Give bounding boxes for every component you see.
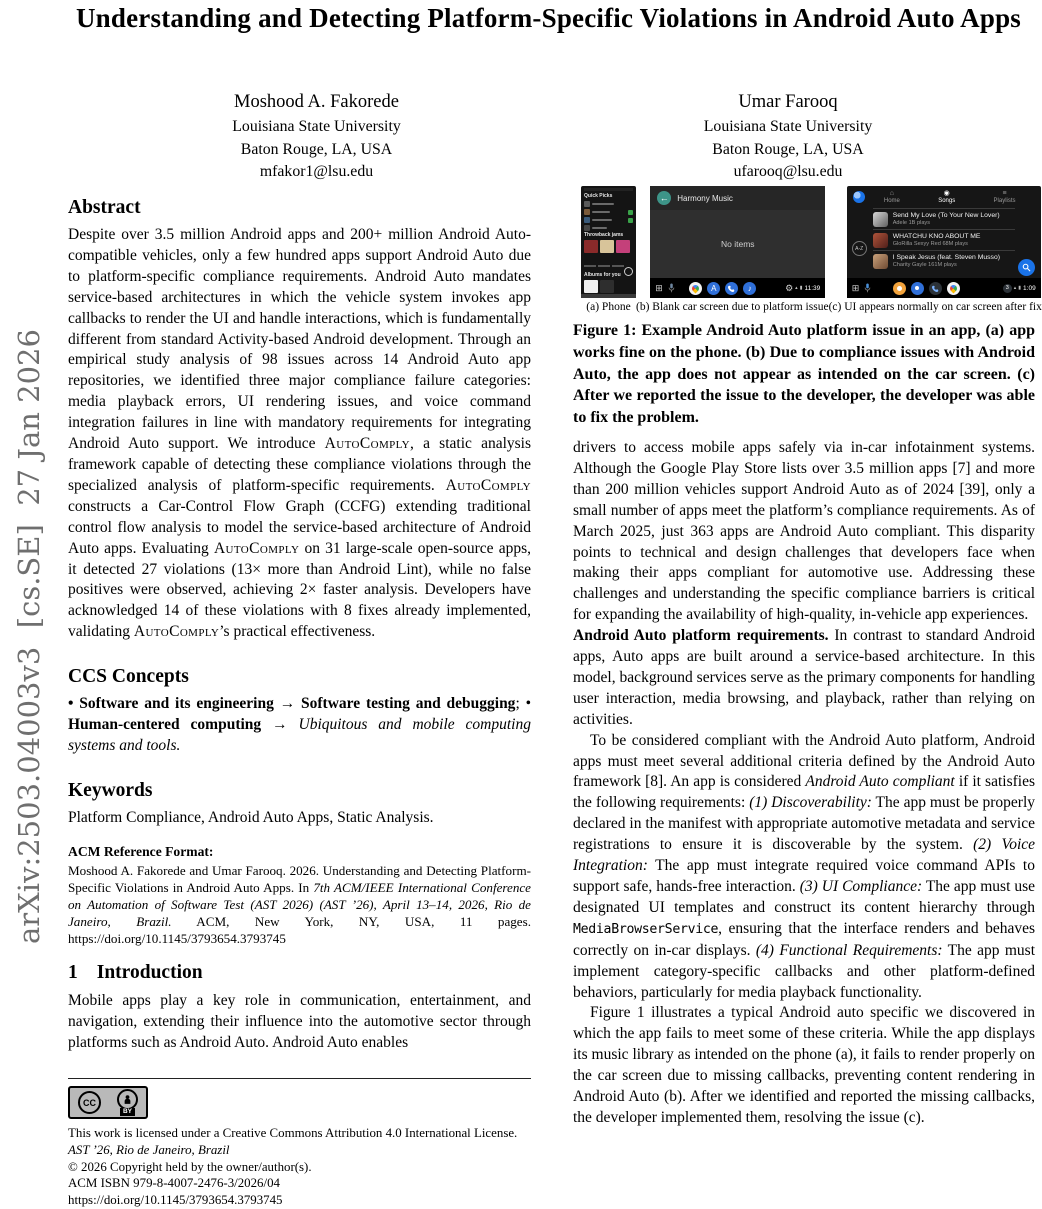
abstract-text: Despite over 3.5 million Android apps and 200+ million Android Auto-compatible vehicles, only a few hundred apps support Android Auto due to platform-specific compliance requirements. Android Auto mandates service-based architectures in which the vehicle system invokes app callbacks to render the UI and handle interactions, which is fundamentally different from standard Activity-based Android development. Through an empirical study analysis of 98 issues across 14 Android Auto app repositories, we identified three major compliance failure categories: media playback errors, UI rendering issues, and voice command integration failures in line with mandatory requirements for integrating Android Auto support. We introduce AutoComply, a static analysis framework capable of detecting these compliance violations through the specialized analysis of platform-specific requirements. AutoComply constructs a Car-Control Flow Graph (CCFG) extending traditional control flow analysis to model the service-based architecture of Android Auto apps. Evaluating AutoComply on 31 large-scale open-source apps, it detected 27 violations (13× more than Android Lint), while no false positives were observed, achieving 2× faster analysis. Developers have acknowledged 14 of these violations with 8 fixes already implemented, validating AutoComply’s practical effectiveness.: [68, 226, 532, 641]
cc-icon: CC: [78, 1091, 101, 1114]
car-app-header: [650, 186, 825, 210]
author-name: Umar Farooq: [738, 92, 838, 112]
app-grid-icon[interactable]: ⊞: [655, 282, 663, 293]
app-grid-icon[interactable]: ⊞: [851, 282, 860, 293]
footnote-rule: [68, 1078, 531, 1079]
battery-icon: ▮: [1018, 285, 1022, 291]
copyright-line: © 2026 Copyright held by the owner/author(s).: [68, 1159, 312, 1174]
back-icon[interactable]: ←: [657, 191, 671, 205]
car-tab-bar: [847, 186, 1041, 207]
tab-home[interactable]: ⌂ Home: [883, 189, 900, 204]
signal-icon: ▴: [795, 285, 798, 291]
author-location: Baton Rouge, LA, USA: [240, 140, 393, 158]
phone-player-bar: [581, 294, 636, 298]
list-item[interactable]: [873, 250, 1015, 271]
album-art: [873, 233, 888, 248]
mic-icon[interactable]: [864, 282, 871, 294]
arxiv-watermark: arXiv:2503.04003v3 [cs.SE] 27 Jan 2026: [12, 329, 46, 944]
phone-status-bar: [584, 188, 633, 191]
figure-1b: [636, 186, 829, 313]
list-item[interactable]: [873, 229, 1015, 250]
ccs-heading: CCS Concepts: [68, 666, 189, 688]
song-subtitle: Adele 1B plays: [892, 219, 931, 226]
section-title: Introduction: [96, 961, 203, 983]
car-nav-bar: [650, 278, 825, 298]
signal-icon: ▴: [1013, 285, 1017, 291]
ccs-text: • Software and its engineering → Software testing and debugging; • Human-centered computing → Ubiquitous and mobile computing systems and tools.: [68, 695, 531, 754]
car-clock: 1:09: [1023, 284, 1036, 292]
songs-icon: ◉: [943, 189, 950, 197]
phone-screenshot: [581, 186, 636, 298]
car-clock: 11:39: [804, 284, 821, 292]
author-block: [563, 92, 1013, 184]
figure-1-caption: Figure 1: Example Android Auto platform issue in an app, (a) app works fine on the phone. (b) Due to compliance issues with Android Auto, the app does not appear as intended on the car screen. (c) After we reported the issue to the developer, the developer was able to fix the problem.: [573, 322, 1035, 427]
phone-section-label: Albums for you: [584, 272, 621, 278]
body-paragraph: drivers to access mobile apps safely via in-car infotainment systems. Although the Google Play Store lists over 3.5 million apps [7] and more than 200 million vehicles support Android Auto as of 2024 [39], only a small number of apps meet the platform’s compliance requirements. As of March 2025, just 363 apps are Android Auto compliant. This disparity points to technical and design challenges that developers face when making their apps compliant for automotive use. Addressing these challenges and understanding the specific compliance barriers is critical for expanding the availability of high-quality, in-vehicle app experiences.: [573, 438, 1035, 624]
car-screen-blank: [650, 186, 825, 298]
paper-title: Understanding and Detecting Platform-Specific Violations in Android Auto Apps: [75, 3, 1021, 33]
battery-icon: ▮: [799, 285, 803, 291]
doi-line[interactable]: https://doi.org/10.1145/3793654.3793745: [68, 1193, 283, 1208]
license-block: [68, 1078, 531, 1209]
isbn-line: ACM ISBN 979-8-4007-2476-3/2026/04: [68, 1176, 280, 1191]
car-status-cluster: [785, 284, 820, 293]
app-logo-icon: [853, 191, 865, 203]
album-art: [873, 254, 888, 269]
venue-line: AST ’26, Rio de Janeiro, Brazil: [68, 1142, 230, 1157]
figure-1b-caption: (b) Blank car screen due to platform issue: [636, 301, 829, 313]
introduction-heading: [68, 962, 531, 984]
phone-section-label: Throwback jams: [584, 232, 624, 238]
author-affiliation: Louisiana State University: [703, 118, 873, 135]
song-title: I Speak Jesus (feat. Steven Musso): [892, 253, 1000, 261]
maps-icon[interactable]: [689, 282, 702, 295]
author-name: Moshood A. Fakorede: [234, 92, 399, 112]
figure-1c: [829, 186, 1042, 313]
car-app-title: Harmony Music: [677, 193, 733, 203]
author-email[interactable]: mfakor1@lsu.edu: [259, 163, 374, 180]
cc-by-person-icon: [117, 1089, 138, 1116]
author-affiliation: Louisiana State University: [232, 118, 401, 135]
phone-app-icon[interactable]: [929, 282, 942, 295]
gear-icon[interactable]: ⚙: [785, 282, 794, 293]
keywords-heading: Keywords: [68, 779, 153, 801]
playlists-icon: ≡: [1002, 189, 1007, 197]
search-fab[interactable]: [1018, 259, 1035, 276]
figure-1c-caption: (c) UI appears normally on car screen after fix: [828, 301, 1042, 313]
acm-ref-heading: ACM Reference Format:: [68, 843, 214, 859]
section-number: 1: [68, 961, 78, 983]
abstract-heading: Abstract: [68, 197, 141, 218]
mic-icon[interactable]: [668, 282, 675, 294]
search-icon: [1022, 263, 1031, 272]
list-item[interactable]: [873, 208, 1015, 229]
music-app-icon[interactable]: ♪: [743, 282, 756, 295]
az-sort-button[interactable]: A-Z: [852, 241, 867, 256]
tab-songs[interactable]: ◉ Songs: [938, 189, 956, 204]
media-app-icon[interactable]: [893, 282, 906, 295]
maps-icon[interactable]: [947, 282, 960, 295]
author-email[interactable]: ufarooq@lsu.edu: [733, 163, 843, 180]
left-column: [68, 197, 531, 1053]
assistant-icon[interactable]: A: [707, 282, 720, 295]
car-screen-fixed: [847, 186, 1041, 298]
car-nav-bar: [847, 278, 1041, 298]
body-paragraph: Android Auto platform requirements. In contrast to standard Android apps, Auto apps are built around a service-based architecture. In this model, background services serve as the primary components for handling user interaction, media browsing, and playback, rather than relying on activities.: [573, 627, 1035, 728]
license-line: This work is licensed under a Creative Commons Attribution 4.0 International License.: [68, 1126, 518, 1140]
song-title: WHATCHU KNO ABOUT ME: [892, 232, 981, 240]
car-status-cluster: [1003, 284, 1036, 293]
introduction-text: Mobile apps play a key role in communication, entertainment, and navigation, extending their influence into the automotive sector through platforms such as Android Auto. Android Auto enables: [68, 991, 531, 1051]
assistant-icon[interactable]: [911, 282, 924, 295]
tab-playlists[interactable]: ≡ Playlists: [993, 189, 1016, 204]
song-title: Send My Love (To Your New Lover): [892, 211, 1000, 219]
right-column: [573, 186, 1042, 1129]
body-paragraph: To be considered compliant with the Android Auto platform, Android apps must meet several additional criteria defined by the Android Auto framework [8]. An app is considered Android Auto compliant if it satisfies the following requirements: (1) Discoverability: The app must be properly declared in the manifest with appropriate automotive metadata and service registrations to ensure it is discoverable by the system. (2) Voice Integration: The app must integrate required voice command APIs to support safe, hands-free interaction. (3) UI Compliance: The app must use designated UI templates and construct its content hierarchy through MediaBrowserService, ensuring that the interface renders and behaves correctly on in-car displays. (4) Functional Requirements: The app must implement category-specific callbacks and other platform-defined behaviors, particularly for media playback functionality.: [573, 731, 1036, 1001]
figure-1: [581, 186, 1042, 313]
phone-section-label: Quick Picks: [584, 193, 613, 199]
album-art: [873, 212, 888, 227]
notification-badge: 3: [1003, 284, 1012, 293]
author-block: [68, 92, 565, 184]
home-icon: ⌂: [889, 189, 894, 197]
by-label: BY: [120, 1108, 135, 1116]
figure-1a: [581, 186, 636, 313]
acm-ref-text: Moshood A. Fakorede and Umar Farooq. 2026. Understanding and Detecting Platform-Specific Violations in Android Auto Apps. In 7th ACM/IEEE International Conference on Automation of Software Test (AST 2026) (AST ’26), April 13–14, 2026, Rio de Janeiro, Brazil. ACM, New York, NY, USA, 11 pages. https://doi.org/10.1145/3793654.3793745: [68, 862, 531, 946]
empty-state: [650, 210, 825, 278]
song-subtitle: Charity Gayle 161M plays: [892, 261, 957, 268]
keywords-text: Platform Compliance, Android Auto Apps, Static Analysis.: [68, 808, 434, 826]
song-subtitle: GloRilla Sexyy Red 68M plays: [892, 240, 968, 247]
phone-app-icon[interactable]: [725, 282, 738, 295]
empty-state-text: No items: [721, 239, 755, 249]
figure-1a-caption: (a) Phone: [586, 301, 631, 313]
cc-by-badge[interactable]: [68, 1086, 148, 1119]
body-paragraph: Figure 1 illustrates a typical Android auto specific we discovered in which the app fails to meet some of these criteria. While the app displays its music library as intended on the phone (a), it fails to render properly on the car screen due to missing callbacks, preventing content rendering in Android Auto (b). After we identified and reported the missing callbacks, the developer implemented them, resolving the issue (c).: [573, 1004, 1035, 1126]
search-icon[interactable]: [624, 267, 633, 276]
song-list: [847, 207, 1041, 278]
author-location: Baton Rouge, LA, USA: [712, 140, 864, 158]
person-icon: [122, 1094, 133, 1105]
